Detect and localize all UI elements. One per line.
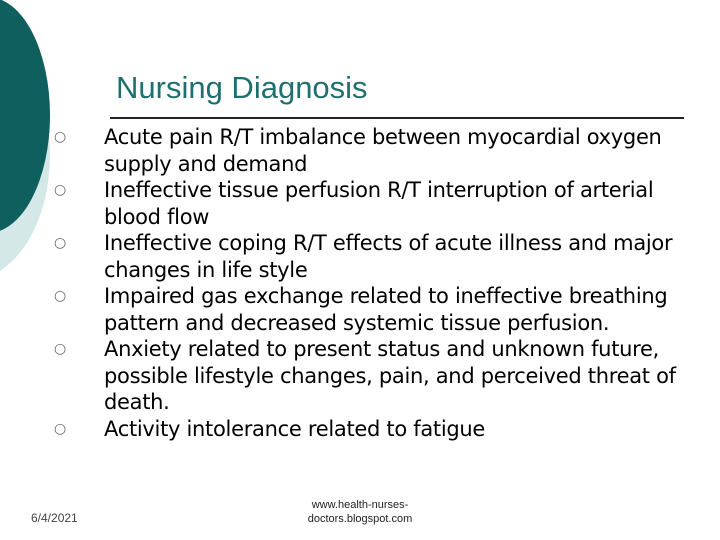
bullet-text: Anxiety related to present status and unknown future, possible lifestyle changes, pain, and perceived threat of death.: [104, 337, 676, 414]
circle-bullet-icon: ○: [54, 288, 66, 304]
list-item: [54, 283, 704, 336]
footer-date: 6/4/2021: [31, 511, 78, 525]
list-item: [54, 230, 704, 283]
title-divider: [110, 117, 684, 119]
circle-bullet-icon: ○: [54, 341, 66, 357]
bullet-text: Ineffective tissue perfusion R/T interruption of arterial blood flow: [104, 178, 654, 229]
list-item: [54, 416, 704, 443]
bullet-text: Ineffective coping R/T effects of acute illness and major changes in life style: [104, 231, 673, 282]
slide-title: Nursing Diagnosis: [116, 70, 368, 105]
footer-url: www.health-nurses-doctors.blogspot.com: [307, 499, 413, 525]
circle-bullet-icon: ○: [54, 235, 66, 251]
list-item: [54, 177, 704, 230]
circle-bullet-icon: ○: [54, 182, 66, 198]
bullet-text: Activity intolerance related to fatigue: [104, 416, 486, 441]
bullet-list: [54, 124, 704, 442]
list-item: [54, 124, 704, 177]
list-item: [54, 336, 704, 416]
bullet-text: Impaired gas exchange related to ineffective breathing pattern and decreased systemic tissue perfusion.: [104, 284, 668, 335]
circle-bullet-icon: ○: [54, 420, 66, 437]
circle-bullet-icon: ○: [54, 129, 66, 145]
bullet-text: Acute pain R/T imbalance between myocardial oxygen supply and demand: [104, 125, 662, 176]
